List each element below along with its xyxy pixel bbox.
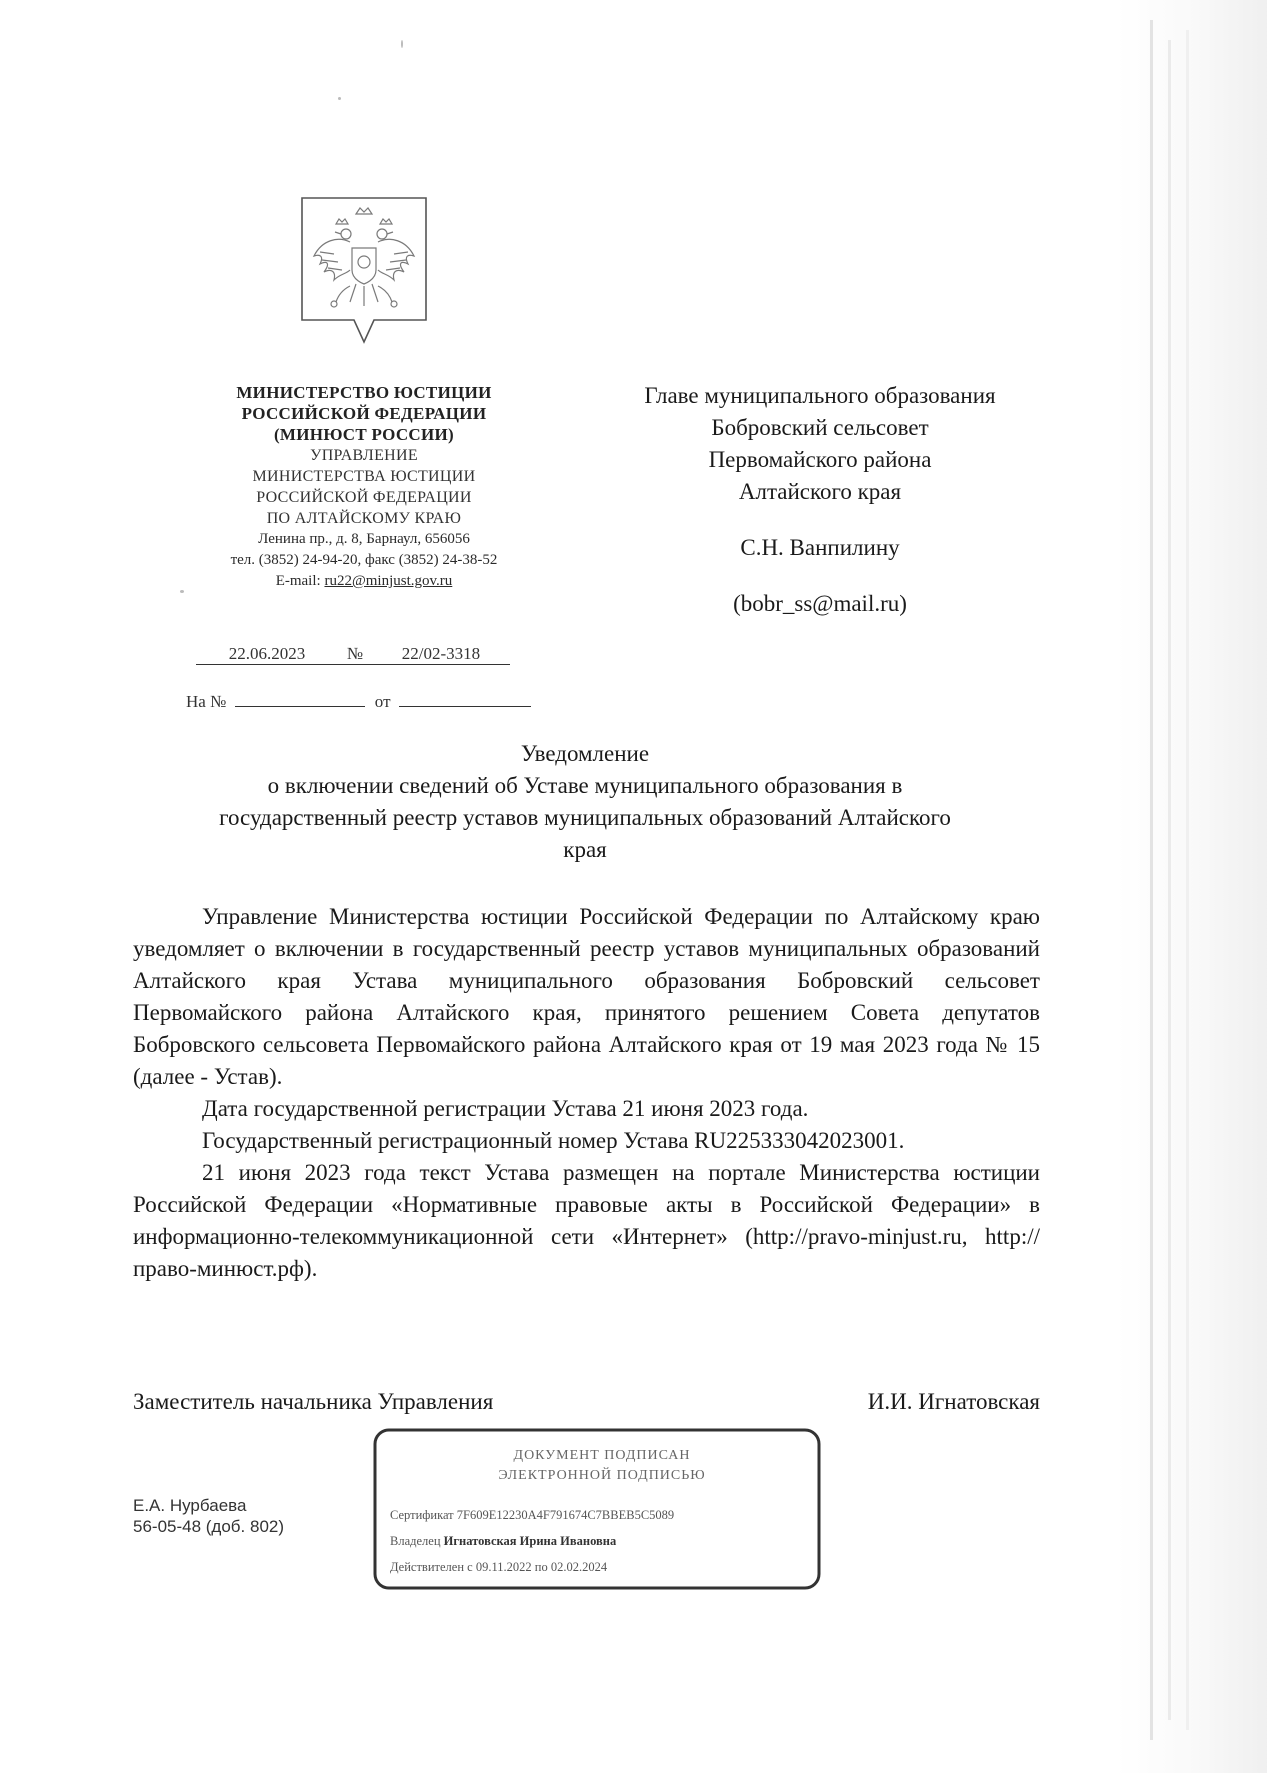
scan-stripe (1150, 20, 1153, 1740)
reply-from-label: от (374, 692, 391, 711)
stamp-header-line: ДОКУМЕНТ ПОДПИСАН (513, 1448, 691, 1463)
addressee-email[interactable]: (bobr_ss@mail.ru) (733, 591, 907, 616)
title-line: о включении сведений об Уставе муниципального образования в (267, 773, 903, 798)
incoming-reference (186, 686, 531, 712)
scan-edge-shadow (1117, 0, 1267, 1773)
body-paragraph: Дата государственной регистрации Устава 21 июня 2023 года. (202, 1096, 809, 1121)
addressee-line: Главе муниципального образования (644, 383, 996, 408)
title-line: края (563, 837, 607, 862)
electronic-signature-stamp (372, 1424, 824, 1594)
stamp-header-line: ЭЛЕКТРОННОЙ ПОДПИСЬЮ (498, 1468, 706, 1483)
executor-name: Е.А. Нурбаева (133, 1496, 247, 1515)
signatory-name: И.И. Игнатовская (867, 1389, 1040, 1414)
scan-speck (401, 40, 403, 48)
scan-stripe (1168, 40, 1171, 1720)
number-sign: № (338, 644, 372, 665)
addressee-line: Бобровский сельсовет (711, 415, 929, 440)
addressee-block (595, 380, 1045, 620)
ministry-name-line: РОССИЙСКОЙ ФЕДЕРАЦИИ (241, 404, 487, 423)
valid-to-label: по (534, 1560, 548, 1574)
addressee-name: С.Н. Ванпилину (740, 535, 900, 560)
sender-address: Ленина пр., д. 8, Барнаул, 656056 (258, 531, 470, 547)
ministry-name-line: (МИНЮСТ РОССИИ) (273, 425, 455, 444)
sender-email-row (150, 571, 578, 592)
executor-phone: 56-05-48 (доб. 802) (133, 1517, 285, 1536)
valid-to-date: 02.02.2024 (550, 1560, 608, 1574)
sender-email-link[interactable]: ru22@minjust.gov.ru (324, 573, 453, 589)
outgoing-registration (196, 644, 510, 665)
stamp-certificate (390, 1508, 674, 1523)
addressee-line: Первомайского района (708, 447, 932, 472)
valid-label: Действителен (390, 1560, 465, 1574)
department-name-line: МИНИСТЕРСТВА ЮСТИЦИИ (252, 468, 476, 485)
sender-header (150, 382, 578, 592)
addressee-line: Алтайского края (738, 479, 902, 504)
owner-label: Владелец (390, 1534, 441, 1548)
body-paragraph: Государственный регистрационный номер Устава RU225333042023001. (202, 1128, 905, 1153)
valid-from-label: с (467, 1560, 473, 1574)
reply-number-label: На № (186, 692, 227, 711)
reply-date-blank (399, 686, 531, 707)
stamp-validity (390, 1560, 607, 1575)
certificate-label: Сертификат (390, 1508, 454, 1522)
department-name-line: ПО АЛТАЙСКОМУ КРАЮ (266, 510, 462, 527)
valid-from-date: 09.11.2022 (475, 1560, 532, 1574)
outgoing-number: 22/02-3318 (372, 644, 510, 665)
ministry-name-line: МИНИСТЕРСТВО ЮСТИЦИИ (236, 383, 492, 402)
certificate-value: 7F609E12230A4F791674C7BBEB5C5089 (456, 1508, 675, 1522)
title-line: государственный реестр уставов муниципальных образований Алтайского (219, 805, 951, 830)
department-name-line: УПРАВЛЕНИЕ (310, 447, 418, 464)
owner-value: Игнатовская Ирина Ивановна (443, 1534, 617, 1548)
scan-stripe (1186, 30, 1189, 1730)
outgoing-date: 22.06.2023 (196, 644, 338, 665)
reply-number-blank (235, 686, 365, 707)
body-paragraph: 21 июня 2023 года текст Устава размещен на портале Министерства юстиции Российской Федерации «Нормативные правовые акты в Российской Федерации» в информационно-телекоммуникационной сети «Интернет» (http://pravo-minjust.ru, http://право-минюст.рф). (133, 1160, 1040, 1281)
document-title (120, 738, 1050, 866)
body-paragraph: Управление Министерства юстиции Российской Федерации по Алтайскому краю уведомляет о включении в государственный реестр уставов муниципальных образований Алтайского края Устава муниципального образования Бобровский сельсовет Первомайского района Алтайского края, принятого решением Совета депутатов Бобровского сельсовета Первомайского района Алтайского края от 19 мая 2023 года № 15 (далее - Устав). (133, 904, 1040, 1089)
department-name-line: РОССИЙСКОЙ ФЕДЕРАЦИИ (256, 489, 472, 506)
signature-row (133, 1386, 1040, 1418)
sender-email-label: E-mail: (275, 573, 325, 589)
sender-phones: тел. (3852) 24-94-20, факс (3852) 24-38-52 (230, 552, 498, 568)
executor-info (133, 1495, 284, 1537)
document-body (133, 901, 1040, 1285)
coat-of-arms-emblem (300, 196, 428, 346)
stamp-header (382, 1446, 822, 1486)
signatory-position: Заместитель начальника Управления (133, 1389, 494, 1414)
title-line: Уведомление (520, 741, 650, 766)
scan-speck (338, 97, 341, 100)
stamp-owner (390, 1534, 616, 1549)
